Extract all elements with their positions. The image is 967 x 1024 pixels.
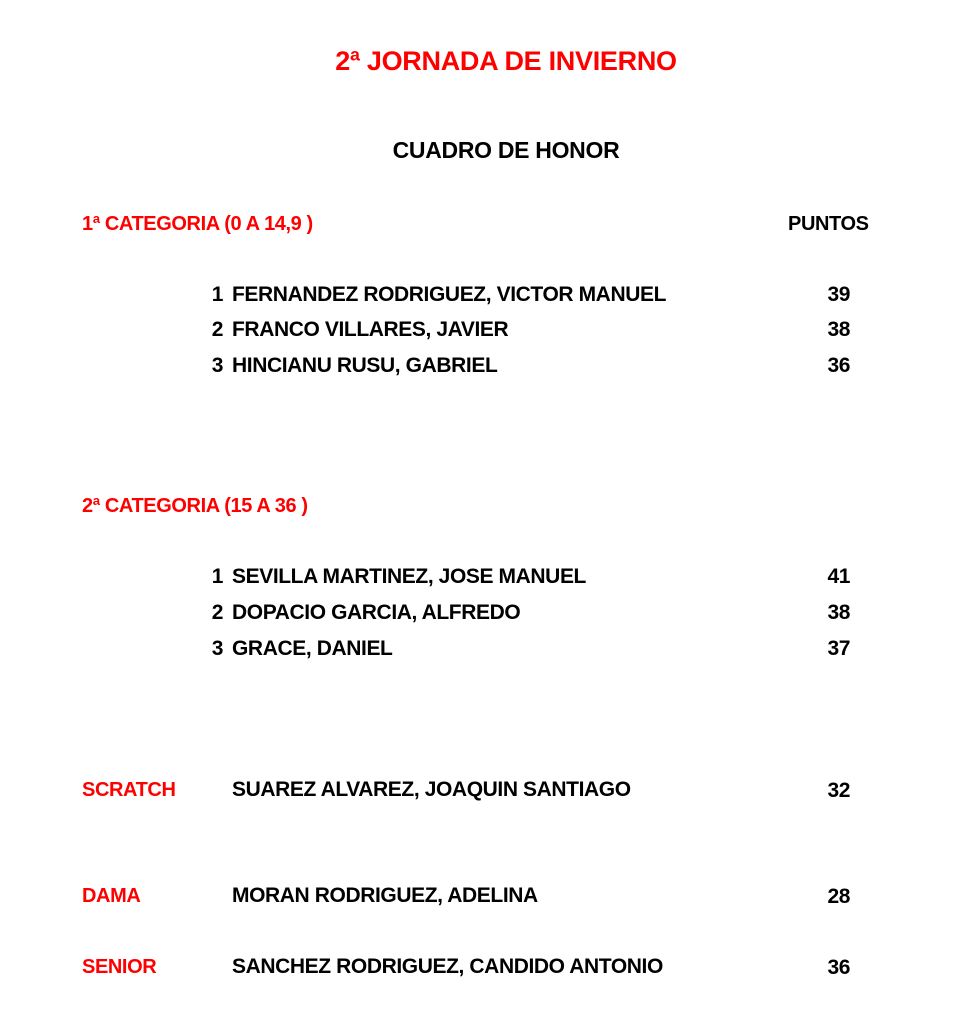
player-points: 38: [827, 318, 850, 341]
player-points: 41: [827, 565, 850, 588]
category-1-heading: 1ª CATEGORIA (0 A 14,9 ): [82, 213, 313, 235]
points-column-header: PUNTOS: [788, 213, 869, 235]
rank-number: 1: [211, 283, 223, 306]
dama-winner-name: MORAN RODRIGUEZ, ADELINA: [232, 884, 538, 907]
rank-number: 3: [211, 354, 223, 377]
player-points: 39: [827, 283, 850, 306]
scratch-label: SCRATCH: [82, 779, 176, 801]
player-name: GRACE, DANIEL: [232, 637, 393, 660]
player-name: SEVILLA MARTINEZ, JOSE MANUEL: [232, 565, 586, 588]
player-points: 36: [827, 354, 850, 377]
player-points: 37: [827, 637, 850, 660]
dama-winner-points: 28: [827, 885, 850, 908]
player-name: FERNANDEZ RODRIGUEZ, VICTOR MANUEL: [232, 283, 667, 306]
rank-number: 2: [211, 318, 223, 341]
senior-winner-name: SANCHEZ RODRIGUEZ, CANDIDO ANTONIO: [232, 955, 663, 978]
player-name: DOPACIO GARCIA, ALFREDO: [232, 601, 521, 624]
page-title: 2ª JORNADA DE INVIERNO: [335, 46, 677, 76]
player-name: FRANCO VILLARES, JAVIER: [232, 318, 509, 341]
player-name: HINCIANU RUSU, GABRIEL: [232, 354, 498, 377]
rank-number: 2: [211, 601, 223, 624]
dama-label: DAMA: [82, 885, 141, 907]
category-2-heading: 2ª CATEGORIA (15 A 36 ): [82, 495, 308, 517]
senior-label: SENIOR: [82, 956, 157, 978]
scratch-winner-name: SUAREZ ALVAREZ, JOAQUIN SANTIAGO: [232, 778, 631, 801]
player-points: 38: [827, 601, 850, 624]
rank-number: 3: [211, 637, 223, 660]
senior-winner-points: 36: [827, 956, 850, 979]
scratch-winner-points: 32: [827, 779, 850, 802]
rank-number: 1: [211, 565, 223, 588]
page-subtitle: CUADRO DE HONOR: [392, 137, 620, 163]
